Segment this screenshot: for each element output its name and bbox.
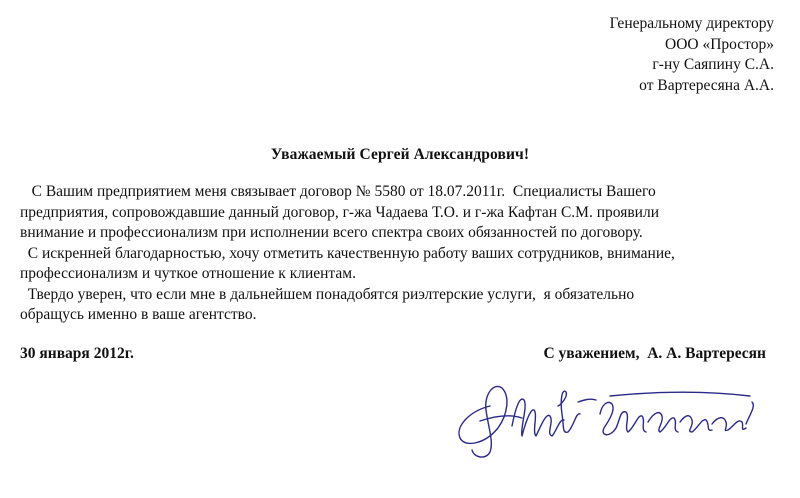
handwritten-signature [450, 366, 770, 466]
letter-date: 30 января 2012г. [20, 345, 134, 362]
salutation: Уважаемый Сергей Александрович! [270, 146, 530, 163]
body-line: обращусь именно в ваше агентство. [20, 306, 257, 323]
body-line: С искренней благодарностью, хочу отметить качественную работу ваших сотрудников, внимание, [20, 244, 675, 262]
body-line: профессионализм и чуткое отношение к клиентам. [20, 265, 356, 282]
sender-line: от Вартересяна А.А. [639, 76, 774, 94]
addressee-line-name: г-ну Саяпину С.А. [652, 56, 774, 73]
body-line: Твердо уверен, что если мне в дальнейшем понадобятся риэлтерские услуги, я обязательно [20, 285, 635, 303]
body-line: С Вашим предприятием меня связывает договор № 5580 от 18.07.2011г. Специалисты Вашего [20, 183, 656, 200]
addressee-block [610, 14, 774, 96]
addressee-line-position: Генеральному директору [609, 15, 774, 32]
closing-line: С уважением, А. А. Вартересян [543, 345, 766, 362]
body-line: внимание и профессионализм при исполнении всего спектра своих обязанностей по договору. [20, 224, 643, 241]
letter-body [20, 182, 760, 326]
body-line: предприятия, сопровождавшие данный договор, г-жа Чадаева Т.О. и г-жа Кафтан С.М. проявили [20, 203, 659, 221]
addressee-line-company: ООО «Простор» [665, 35, 774, 53]
